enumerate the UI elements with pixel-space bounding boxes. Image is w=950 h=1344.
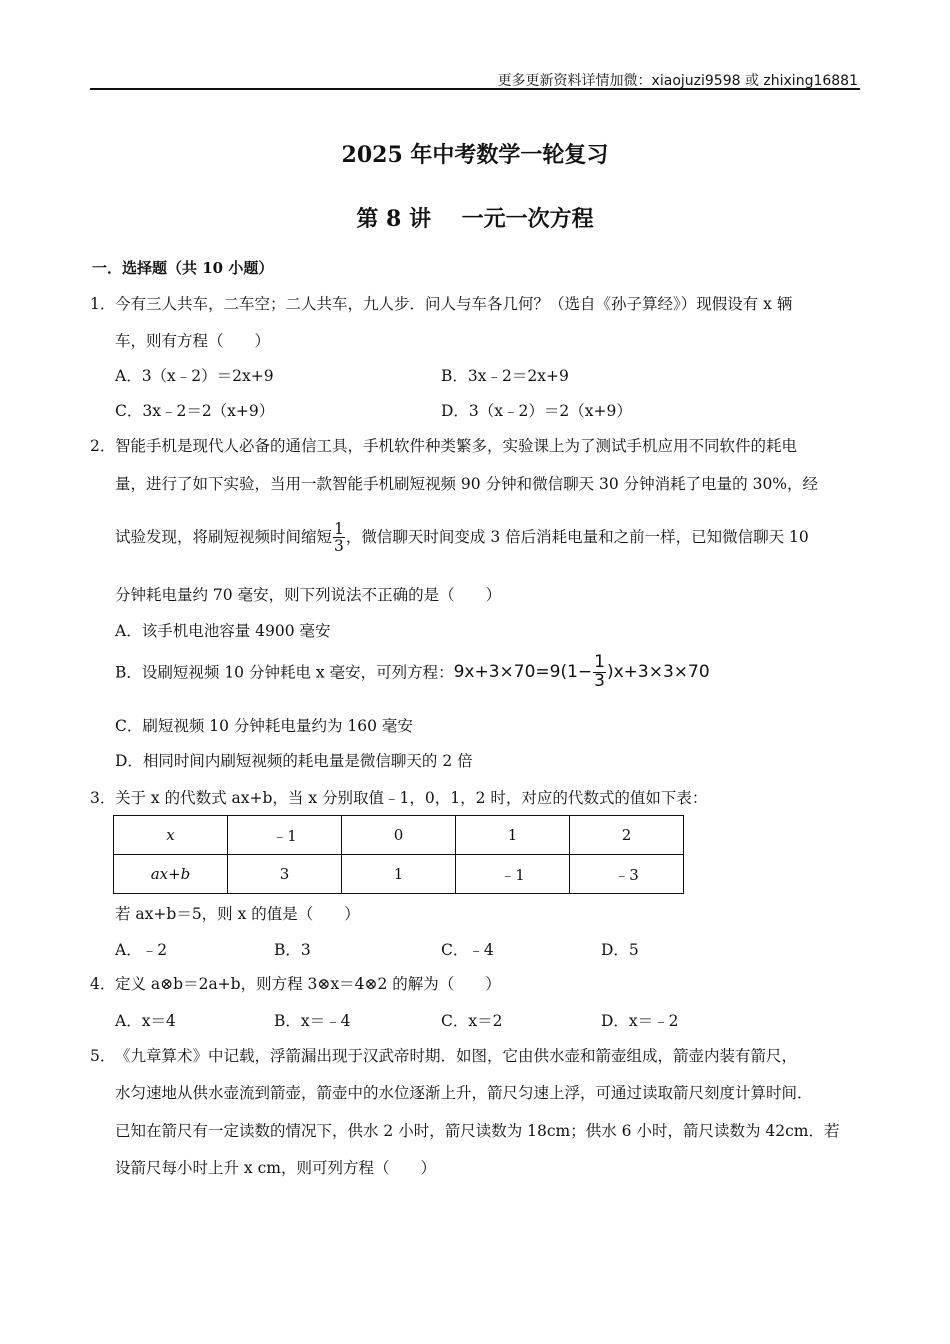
q3-option-b: B．3 xyxy=(274,941,311,959)
fraction-numerator: 1 xyxy=(334,520,344,538)
q2-stem-line1: 智能手机是现代人必备的通信工具，手机软件种类繁多，实验课上为了测试手机应用不同软件的耗电 xyxy=(115,437,798,455)
q4-stem-line1: 定义 a⊗b＝2a+b，则方程 3⊗x＝4⊗2 的解为（ ） xyxy=(115,975,501,993)
q3-option-d: D．5 xyxy=(601,941,639,959)
equation-fraction-numerator: 1 xyxy=(594,652,605,672)
q3-number: 3． xyxy=(90,789,116,807)
q4-option-a: A．x＝4 xyxy=(115,1012,176,1030)
q2-line3-pre: 试验发现，将刷短视频时间缩短 xyxy=(115,527,333,546)
equation-fraction-denominator: 3 xyxy=(594,670,605,691)
table-cell: ax+b xyxy=(114,855,228,894)
table-cell: ﹣1 xyxy=(456,855,570,894)
table-cell: 1 xyxy=(456,816,570,855)
q2-equation-left: 9x+3×70=9(1− xyxy=(453,662,593,683)
table-cell: 1 xyxy=(342,855,456,894)
q3-stem-line1: 关于 x 的代数式 ax+b，当 x 分别取值﹣1，0，1，2 时，对应的代数式的值如下表： xyxy=(115,789,708,807)
section-heading: 一．选择题（共 10 小题） xyxy=(92,259,274,277)
q2-equation-right: )x+3×3×70 xyxy=(606,662,710,683)
q1-number: 1． xyxy=(90,295,116,313)
q2-option-b-text: B．设刷短视频 10 分钟耗电 x 毫安，可列方程： xyxy=(115,663,454,682)
q2-equation xyxy=(453,652,710,691)
page-header: 更多更新资料详情加微：xiaojuzi9598 或 zhixing16881 xyxy=(497,73,858,89)
q2-stem-line2: 量，进行了如下实验，当用一款智能手机刷短视频 90 分钟和微信聊天 30 分钟消耗了电量的 30%，经 xyxy=(115,475,819,493)
q3-option-c: C．﹣4 xyxy=(441,941,494,959)
q2-stem-line3 xyxy=(115,521,809,555)
q3-option-a: A．﹣2 xyxy=(115,941,168,959)
q4-number: 4． xyxy=(90,975,116,993)
q5-number: 5． xyxy=(90,1047,116,1065)
q2-option-b xyxy=(115,654,710,691)
fraction-one-third xyxy=(333,521,345,555)
header-rule xyxy=(90,88,860,90)
q5-stem-line2: 水匀速地从供水壶流到箭壶，箭壶中的水位逐渐上升，箭尺匀速上浮，可通过读取箭尺刻度计算时间． xyxy=(115,1084,813,1102)
table-row xyxy=(114,816,684,855)
fraction-denominator: 3 xyxy=(334,537,344,556)
q4-option-d: D．x＝﹣2 xyxy=(601,1012,679,1030)
q4-option-b: B．x＝﹣4 xyxy=(274,1012,351,1030)
doc-title: 2025 年中考数学一轮复习 xyxy=(341,142,609,168)
q2-option-d: D．相同时间内刷短视频的耗电量是微信聊天的 2 倍 xyxy=(115,752,473,770)
table-row xyxy=(114,855,684,894)
q1-option-d: D．3（x﹣2）＝2（x+9） xyxy=(441,402,632,420)
table-cell: ﹣3 xyxy=(570,855,684,894)
q1-option-a: A．3（x﹣2）＝2x+9 xyxy=(115,367,274,385)
equation-fraction xyxy=(593,654,606,691)
q2-option-c: C．刷短视频 10 分钟耗电量约为 160 毫安 xyxy=(115,717,413,735)
q5-stem-line1: 《九章算术》中记载，浮箭漏出现于汉武帝时期．如图，它由供水壶和箭壶组成，箭壶内装有箭尺， xyxy=(115,1047,798,1065)
q3-stem-line2: 若 ax+b＝5，则 x 的值是（ ） xyxy=(115,905,360,923)
table-cell: 2 xyxy=(570,816,684,855)
q1-stem-line2: 车，则有方程（ ） xyxy=(115,332,271,350)
table-cell: 0 xyxy=(342,816,456,855)
q1-option-b: B．3x﹣2＝2x+9 xyxy=(441,367,569,385)
lecture-title: 第 8 讲 一元一次方程 xyxy=(356,206,594,232)
q2-stem-line4: 分钟耗电量约 70 毫安，则下列说法不正确的是（ ） xyxy=(115,586,502,604)
q5-stem-line4: 设箭尺每小时上升 x cm，则可列方程（ ） xyxy=(115,1159,436,1177)
q2-number: 2． xyxy=(90,437,116,455)
q2-option-a: A．该手机电池容量 4900 毫安 xyxy=(115,622,331,640)
q1-option-c: C．3x﹣2＝2（x+9） xyxy=(115,402,275,420)
q2-line3-post: ，微信聊天时间变成 3 倍后消耗电量和之前一样，已知微信聊天 10 xyxy=(345,527,809,546)
value-table xyxy=(113,815,684,894)
q1-stem-line1: 今有三人共车，二车空；二人共车，九人步．问人与车各几何？（选自《孙子算经》）现假设有 x 辆 xyxy=(115,295,793,313)
table-cell: x xyxy=(114,816,228,855)
q5-stem-line3: 已知在箭尺有一定读数的情况下，供水 2 小时，箭尺读数为 18cm；供水 6 小时，箭尺读数为 42cm．若 xyxy=(115,1122,840,1140)
q4-option-c: C．x＝2 xyxy=(441,1012,503,1030)
table-cell: 3 xyxy=(228,855,342,894)
table-cell: ﹣1 xyxy=(228,816,342,855)
